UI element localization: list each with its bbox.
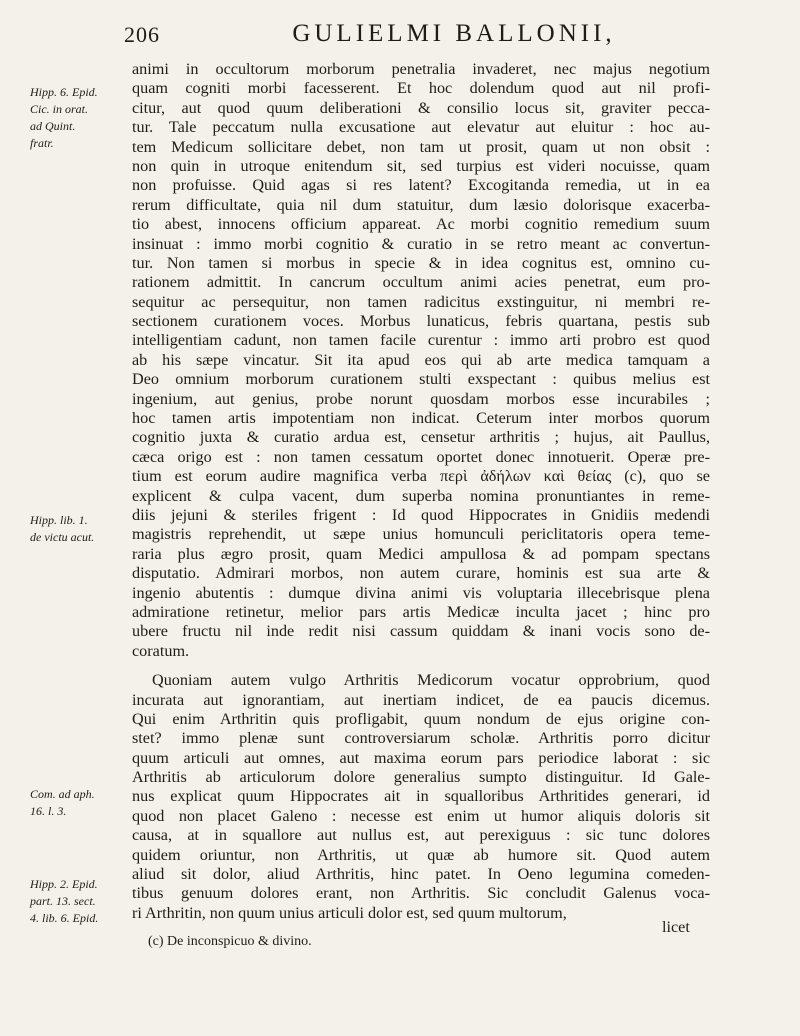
text-line: admiratione retinetur, melior pars artis Medicæ inculta jacet ; hinc pro (132, 602, 710, 621)
text-line: disputatio. Admirari morbos, non autem curare, hominis est sua arte & (132, 564, 710, 583)
catchword: licet (662, 918, 690, 936)
text-line: diis jejuni & steriles frigent : Id quod Hippocrates in Gnidiis medendi (132, 505, 710, 524)
text-line: ri Arthritin, non quum unius articuli dolor est, sed quum multorum, (132, 903, 567, 922)
text-line: quod non placet Galeno : necesse est enim ut humor aliquis doloris sit (132, 806, 710, 825)
text-line: quidem oriuntur, non Arthritis, ut quæ ab humore sit. Quod autem (132, 845, 710, 864)
text-line: tur. Non tamen si morbus in specie & in idea cognitus est, omnino cu- (132, 253, 710, 272)
text-line: cognitio juxta & curatio ardua est, censetur arthritis ; hujus, ait Paullus, (132, 428, 710, 447)
text-line: cæca origo est : non tamen cessatum oportet donec innotuerit. Operæ pre- (132, 447, 710, 466)
text-line: tem Medicum sollicitare debet, non tam ut prosit, quam ut non obsit : (132, 137, 710, 156)
text-line: non profuisse. Quid agas si res latent? Excogitanda remedia, ut in ea (132, 176, 710, 195)
running-head: GULIELMI BALLONII, (292, 20, 616, 47)
body-text (132, 60, 710, 923)
text-line: ab his sæpe vincatur. Sit ita apud eos qui ab arte medica tamquam a (132, 350, 710, 369)
text-line: rationem admittit. In cancrum occultum animi acies penetrat, eum pro- (132, 273, 710, 292)
text-line: Arthritis ab articulorum dolore generalius sumpto distinguitur. Id Gale- (132, 768, 710, 787)
text-line: tio abest, innocens officium appareat. Ac morbi cognitio remedium suum (132, 215, 710, 234)
text-line: intelligentiam cadunt, non tamen facile curentur : immo arti probro est quod (132, 331, 710, 350)
margin-note: Hipp. 6. Epid. Cic. in orat. ad Quint. fratr. (30, 85, 98, 150)
text-line: insinuat : immo morbi cognitio & curatio in se retro meant ac convertun- (132, 234, 710, 253)
text-line: ubere fructu nil inde redit nisi cassum quiddam & inani vocis sono de- (132, 622, 710, 641)
paragraph-2 (132, 671, 710, 923)
text-line: nus explicat quum Hippocrates ait in squalloribus Arthritides generari, id (132, 787, 710, 806)
paragraph-1 (132, 60, 710, 661)
text-line: sequitur ac persequitur, non tamen radicitus exstinguitur, ni membri re- (132, 292, 710, 311)
margin-note: Hipp. 2. Epid. part. 13. sect. 4. lib. 6. Epid. (30, 877, 99, 925)
text-line: Qui enim Arthritin quis profligabit, quum nondum de ejus origine con- (132, 709, 710, 728)
text-line: tibus genuum dolores erant, non Arthritis. Sic concludit Galenus voca- (132, 884, 710, 903)
text-line: quum articuli aut omnes, aut maxima eorum pars periodice laborat : sic (132, 748, 710, 767)
text-line: causa, at in squallore aut nullus est, aut perexiguus : sic tunc dolores (132, 826, 710, 845)
text-line: tium est eorum audire magnifica verba περὶ ἀδήλων καὶ θείας (c), quo se (132, 467, 710, 486)
page-number: 206 (124, 22, 160, 47)
text-line: coratum. (132, 641, 190, 660)
margin-note: Hipp. lib. 1. de victu acut. (30, 513, 95, 544)
text-line: ingenium, aut genius, probe norunt quosdam morbos esse incurabiles ; (132, 389, 710, 408)
text-line: sectionem curationem voces. Morbus lunaticus, febris quartana, pestis sub (132, 312, 710, 331)
margin-note: Com. ad aph. 16. l. 3. (30, 787, 95, 818)
page-header (124, 18, 704, 52)
text-line: quam cogniti morbi facesserent. Et hoc dolendum quod aut nil profi- (132, 79, 710, 98)
text-line: rerum difficultate, quia nil dum statuitur, dum læsio dolorisque exacerba- (132, 195, 710, 214)
text-line: raria plus ægro prosit, quam Medici ampullosa & ad pompam spectans (132, 544, 710, 563)
text-line: incurata aut ignorantiam, aut inertiam indicet, de ea paucis dicemus. (132, 690, 710, 709)
text-line: non quin in utroque enitendum sit, sed turpius est videri nocuisse, quam (132, 156, 710, 175)
footnote: (c) De inconspicuo & divino. (148, 934, 312, 949)
text-line: animi in occultorum morborum penetralia invaderet, nec majus negotium (132, 60, 710, 78)
text-line: citur, aut quod quum deliberationi & consilio locus sit, graviter pecca- (132, 98, 710, 117)
text-line: Quoniam autem vulgo Arthritis Medicorum vocatur opprobrium, quod (152, 671, 710, 690)
text-line: aliud sit dolor, aliud Arthritis, hinc patet. In Oeno legumina comeden- (132, 865, 710, 884)
text-line: explicent & culpa vacent, dum superba nomina pronuntiantes in reme- (132, 486, 710, 505)
text-line: Deo omnium morborum curationem stulti exspectant : quibus melius est (132, 370, 710, 389)
text-line: stet? immo plenæ sunt controversiarum scholæ. Arthritis porro dicitur (132, 729, 710, 748)
text-line: magistris reprehendit, ut sæpe unius homunculi periclitatoris opera teme- (132, 525, 710, 544)
text-line: hoc tamen artis impotentiam non indicat. Ceterum inter morbos quorum (132, 409, 710, 428)
text-line: ingenio abutentis : dumque divina animi vis voluptaria illecebrisque plena (132, 583, 710, 602)
text-line: tur. Tale peccatum nulla excusatione aut elevatur aut eluitur : hoc au- (132, 118, 710, 137)
